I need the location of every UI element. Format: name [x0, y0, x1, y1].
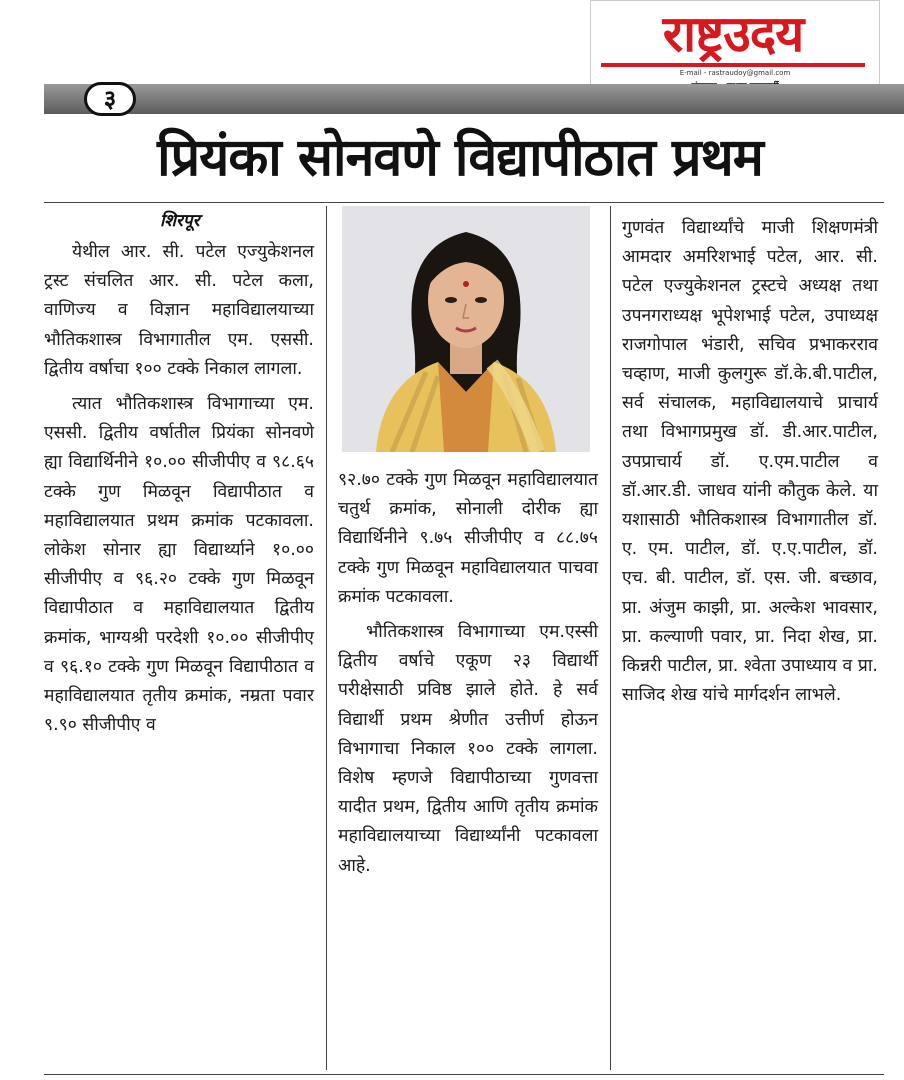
column-divider-1 [326, 206, 327, 1070]
bottom-rule [44, 1074, 884, 1075]
paragraph: येथील आर. सी. पटेल एज्युकेशनल ट्रस्ट संचलित आर. सी. पटेल कला, वाणिज्य व विज्ञान महाविद्यालयाच्या भौतिकशास्त्र विभागातील एम. एससी. द्वितीय वर्षाचा १०० टक्के निकाल लागला. [44, 242, 314, 379]
paragraph: त्यात भौतिकशास्त्र विभागाच्या एम. एससी. द्वितीय वर्षातील प्रियंका सोनवणे ह्या विद्यार्थिनीने १०.०० सीजीपीए व ९८.६५ टक्के गुण मिळवून विद्यापीठात व महाविद्यालयात प्रथम क्रमांक पटकावला. लोकेश सोनार ह्या विद्यार्थ्याने १०.०० सीजीपीए व ९६.२० टक्के गुण मिळवून विद्यापीठात व महाविद्यालयात द्वितीय क्रमांक, भाग्यश्री परदेशी १०.०० सीजीपीए व ९६.१० टक्के गुण मिळवून विद्यापीठात व महाविद्यालयात तृतीय क्रमांक, नम्रता पवार ९.९० सीजीपीए व [44, 394, 314, 736]
masthead-email: E-mail - rastraudoy@gmail.com [679, 69, 791, 77]
page-header-bar [44, 84, 904, 114]
dateline: शिरपूर [160, 211, 200, 231]
article-column-2 [338, 466, 598, 881]
newspaper-logo: राष्ट्रउदय [662, 5, 804, 63]
paragraph: ९२.७० टक्के गुण मिळवून महाविद्यालयात चतुर्थ क्रमांक, सोनाली दोरीक ह्या विद्यार्थिनीने ९.७५ सीजीपीए व ८८.७५ टक्के गुण मिळवून महाविद्यालयात पाचवा क्रमांक पटकावला. [338, 470, 598, 607]
page-number-badge: ३ [84, 82, 136, 116]
column-divider-2 [610, 206, 611, 1070]
logo-underline [601, 63, 865, 67]
paragraph: भौतिकशास्त्र विभागाच्या एम.एस्सी द्वितीय वर्षाचे एकूण २३ विद्यार्थी परीक्षेसाठी प्रविष्ठ झाले होते. हे सर्व विद्यार्थी प्रथम श्रेणीत उत्तीर्ण होऊन विभागाचा निकाल १०० टक्के लागला. विशेष म्हणजे विद्यापीठाच्या गुणवत्ता यादीत प्रथम, द्वितीय आणि तृतीय क्रमांक महाविद्यालयाच्या विद्यार्थ्यांनी पटकावला आहे. [338, 622, 598, 876]
paragraph: गुणवंत विद्यार्थ्यांचे माजी शिक्षणमंत्री आमदार अमरिशभाई पटेल, आर. सी. पटेल एज्युकेशनल ट्रस्टचे अध्यक्ष तथा उपनगराध्यक्ष भूपेशभाई पटेल, उपाध्यक्ष राजगोपाल भंडारी, सचिव प्रभाकरराव चव्हाण, माजी कुलगुरू डॉ.के.बी.पाटील, सर्व संचालक, महाविद्यालयाचे प्राचार्य तथा विभागप्रमुख डॉ. डी.आर.पाटील, उपप्राचार्य डॉ. ए.एम.पाटील व डॉ.आर.डी. जाधव यांनी कौतुक केले. या यशासाठी भौतिकशास्त्र विभागातील डॉ. ए. एम. पाटील, डॉ. ए.ए.पाटील, डॉ. एच. बी. पाटील, डॉ. एस. जी. बच्छाव, प्रा. अंजुम काझी, प्रा. अल्केश भावसार, प्रा. कल्याणी पवार, प्रा. निदा शेख, प्रा. किन्नरी पाटील, प्रा. श्वेता उपाध्याय व प्रा. साजिद शेख यांचे मार्गदर्शन लाभले. [622, 218, 878, 706]
article-column-3 [622, 214, 878, 710]
article-headline: प्रियंका सोनवणे विद्यापीठात प्रथम [157, 128, 763, 188]
headline-rule [44, 202, 884, 203]
article-column-1 [44, 238, 314, 740]
portrait-illustration [342, 206, 590, 452]
portrait-photo [342, 206, 590, 452]
